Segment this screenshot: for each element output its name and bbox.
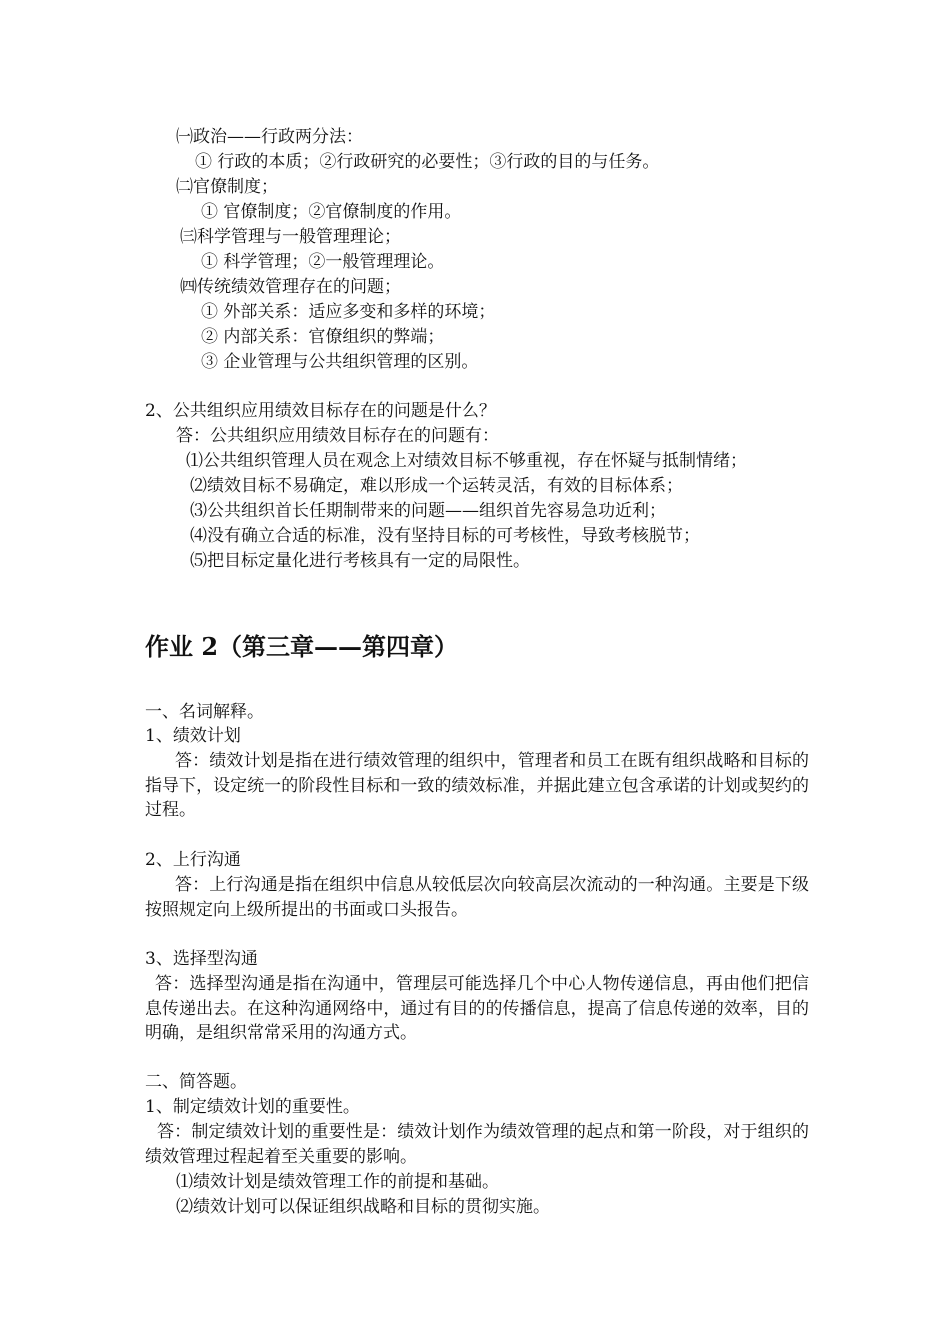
answer-point-2: ⑵绩效目标不易确定，难以形成一个运转灵活，有效的目标体系； xyxy=(190,476,683,496)
short-question-1-point-2: ⑵绩效计划可以保证组织战略和目标的贯彻实施。 xyxy=(176,1197,550,1217)
outline-subitem-2: ① 官僚制度；②官僚制度的作用。 xyxy=(201,202,462,222)
outline-subitem-4c: ③ 企业管理与公共组织管理的区别。 xyxy=(201,352,479,372)
answer-intro: 答：公共组织应用绩效目标存在的问题有： xyxy=(176,426,499,446)
outline-subitem-1: ① 行政的本质；②行政研究的必要性；③行政的目的与任务。 xyxy=(195,152,660,172)
term-3-answer: 答：选择型沟通是指在沟通中，管理层可能选择几个中心人物传递信息，再由他们把信息传递出去。在这种沟通网络中，通过有目的的传播信息，提高了信息传递的效率，目的明确，是组织常常采用的沟通方式。 xyxy=(145,974,809,1043)
outline-subitem-4b: ② 内部关系：官僚组织的弊端； xyxy=(201,327,445,347)
outline-item-4: ㈣传统绩效管理存在的问题； xyxy=(180,277,401,297)
homework-heading: 作业 2（第三章——第四章） xyxy=(145,632,459,661)
short-question-1-answer: 答：制定绩效计划的重要性是：绩效计划作为绩效管理的起点和第一阶段，对于组织的绩效管理过程起着至关重要的影响。 xyxy=(145,1122,809,1167)
term-3-title: 3、选择型沟通 xyxy=(145,949,258,969)
answer-point-4: ⑷没有确立合适的标准，没有坚持目标的可考核性，导致考核脱节； xyxy=(190,526,700,546)
answer-point-3: ⑶公共组织首长任期制带来的问题——组织首先容易急功近利； xyxy=(190,501,666,521)
short-question-1-title: 1、制定绩效计划的重要性。 xyxy=(145,1097,360,1117)
outline-item-2: ㈡官僚制度； xyxy=(176,177,278,197)
outline-subitem-3: ① 科学管理；②一般管理理论。 xyxy=(201,252,445,272)
short-question-1-point-1: ⑴绩效计划是绩效管理工作的前提和基础。 xyxy=(176,1172,499,1192)
outline-item-3: ㈢科学管理与一般管理理论； xyxy=(180,227,401,247)
question-title: 2、公共组织应用绩效目标存在的问题是什么？ xyxy=(145,401,496,421)
term-1-answer: 答：绩效计划是指在进行绩效管理的组织中，管理者和员工在既有组织战略和目标的指导下，设定统一的阶段性目标和一致的绩效标准，并据此建立包含承诺的计划或契约的过程。 xyxy=(145,751,809,820)
part2-title: 二、简答题。 xyxy=(145,1072,247,1092)
outline-subitem-4a: ① 外部关系：适应多变和多样的环境； xyxy=(201,302,496,322)
answer-point-5: ⑸把目标定量化进行考核具有一定的局限性。 xyxy=(190,551,530,571)
term-2-answer: 答：上行沟通是指在组织中信息从较低层次向较高层次流动的一种沟通。主要是下级按照规定向上级所提出的书面或口头报告。 xyxy=(145,875,809,920)
part1-title: 一、名词解释。 xyxy=(145,702,264,722)
term-2-title: 2、上行沟通 xyxy=(145,850,241,870)
term-1-title: 1、绩效计划 xyxy=(145,726,241,746)
outline-item-1: ㈠政治——行政两分法： xyxy=(176,127,363,147)
answer-point-1: ⑴公共组织管理人员在观念上对绩效目标不够重视，存在怀疑与抵制情绪； xyxy=(186,451,747,471)
